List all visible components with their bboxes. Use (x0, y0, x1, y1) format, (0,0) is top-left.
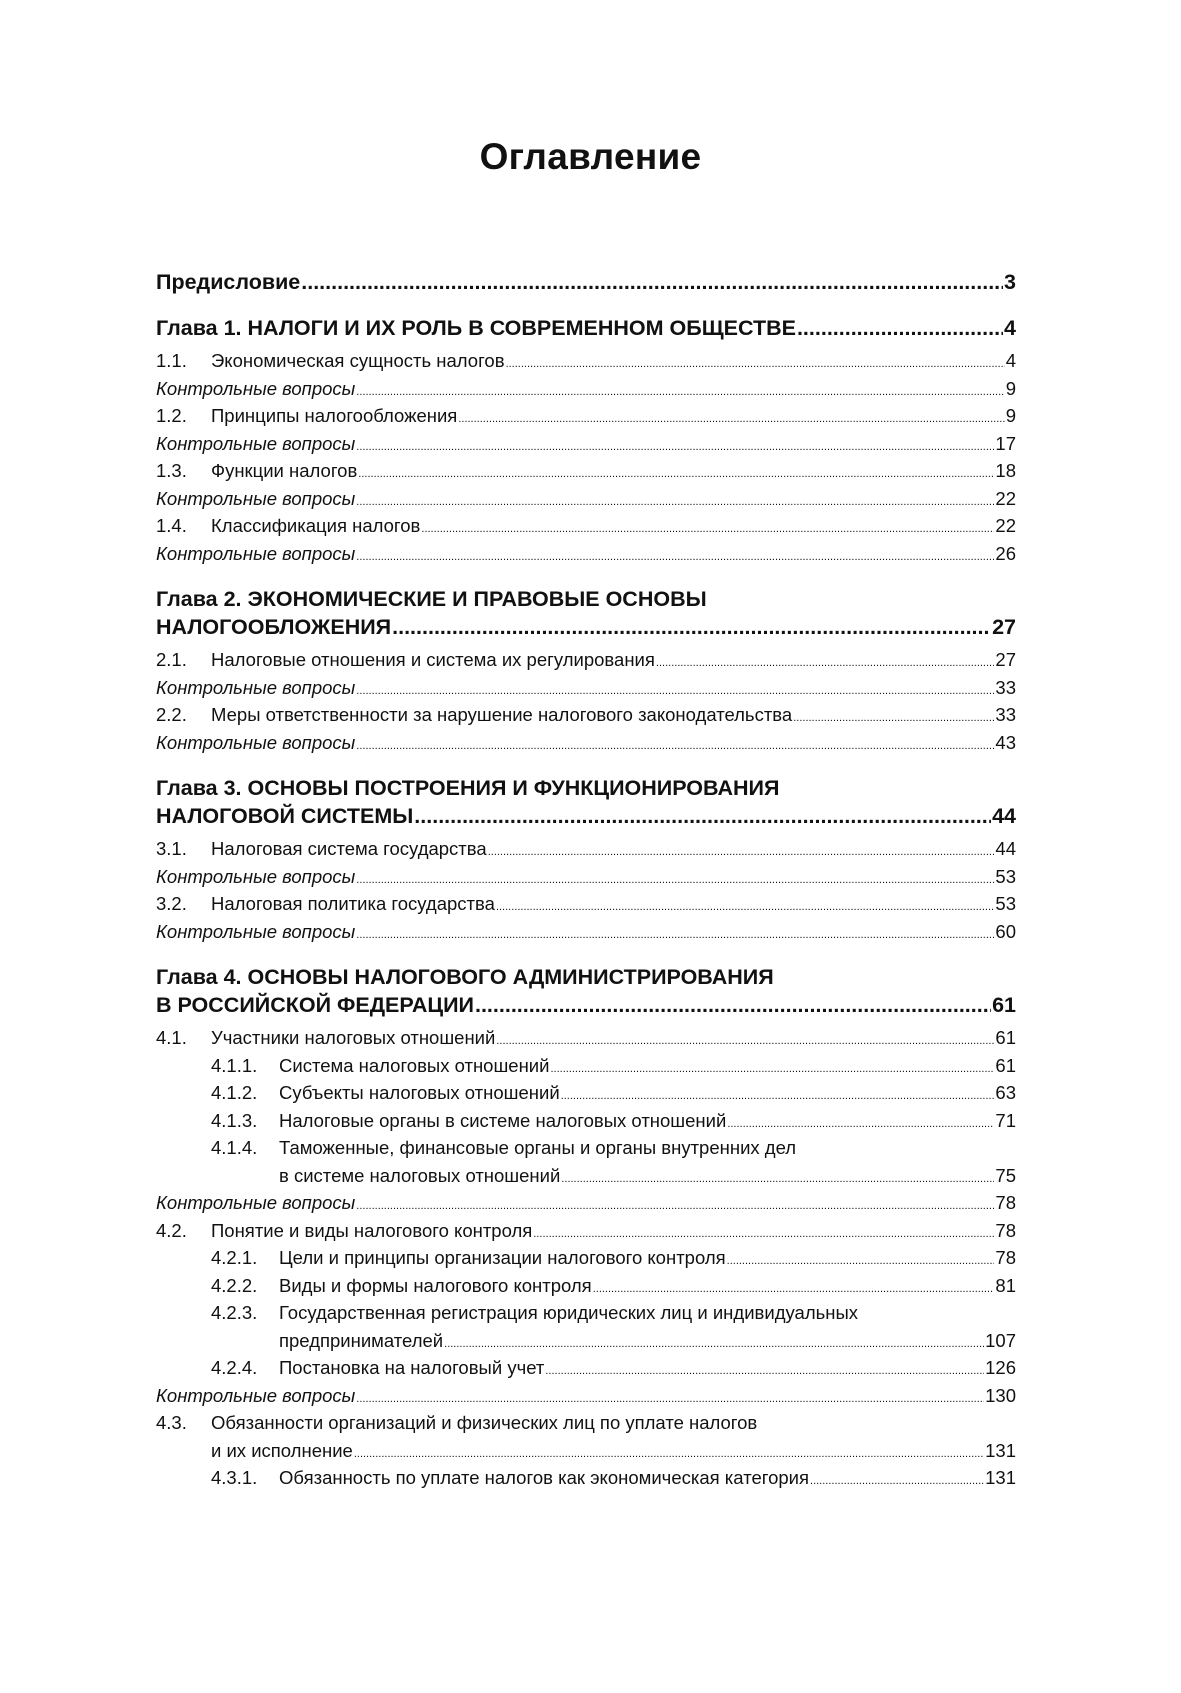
section-number: 1.3. (156, 460, 187, 481)
page-number: 130 (985, 1384, 1016, 1406)
page-number: 78 (995, 1219, 1016, 1241)
section-number: 2.1. (156, 649, 187, 670)
section-number: 2.2. (156, 704, 187, 725)
page-number: 4 (1004, 316, 1016, 340)
section-number: 4.2.1. (211, 1247, 258, 1268)
subsection-entry[interactable] (156, 1299, 1016, 1327)
entry-label (156, 540, 355, 568)
entry-text: Контрольные вопросы (156, 731, 356, 753)
entry-label (211, 1354, 544, 1382)
page-number: 78 (995, 1247, 1016, 1268)
section-entry[interactable] (156, 646, 1016, 674)
page-number: 107 (985, 1329, 1016, 1351)
entry-label (156, 1024, 495, 1052)
entry-label (156, 512, 420, 540)
entry-label (211, 1107, 726, 1135)
section-title: Налоговая политика государства (211, 893, 495, 914)
subsection-entry[interactable] (156, 1134, 1016, 1162)
dot-leader (356, 733, 994, 761)
page-number: 22 (995, 487, 1016, 509)
page-number: 60 (995, 920, 1016, 942)
section-number: 1.2. (156, 405, 187, 426)
section-title: Классификация налогов (211, 515, 421, 536)
review-questions-entry[interactable] (156, 540, 1016, 568)
spacer (156, 296, 1016, 314)
subsection-entry[interactable] (156, 1079, 1016, 1107)
entry-label (156, 890, 495, 918)
section-title-continued: в системе налоговых отношений (279, 1164, 561, 1186)
review-questions-entry[interactable] (156, 729, 1016, 757)
entry-label: Глава 1. НАЛОГИ И ИХ РОЛЬ В СОВРЕМЕННОМ ОБЩЕСТВЕ (156, 316, 796, 340)
page-number: 9 (1005, 377, 1016, 399)
section-title: Обязанность по уплате налогов как экономическая категория (279, 1467, 810, 1488)
section-entry[interactable] (156, 890, 1016, 918)
entry-label (156, 701, 792, 729)
page-number: 26 (995, 542, 1016, 564)
entry-label (156, 835, 487, 863)
page-number: 131 (985, 1439, 1016, 1461)
section-number: 4.1. (156, 1027, 187, 1048)
page-number: 61 (995, 1027, 1016, 1048)
section-title: Налоговая система государства (211, 838, 487, 859)
entry-label (211, 1299, 858, 1327)
page-number: 81 (995, 1274, 1016, 1296)
dot-leader (392, 613, 991, 641)
entry-label (211, 1272, 592, 1300)
entry-text: Контрольные вопросы (156, 542, 356, 564)
dot-leader (797, 314, 1003, 342)
entry-label (211, 1079, 560, 1107)
section-title: Субъекты налоговых отношений (279, 1082, 560, 1103)
entry-label (211, 1134, 796, 1162)
section-title: Обязанности организаций и физических лиц по уплате налогов (211, 1412, 758, 1433)
section-title: Понятие и виды налогового контроля (211, 1219, 533, 1241)
entry-text: Контрольные вопросы (156, 865, 356, 887)
chapter-heading[interactable]: Глава 3. ОСНОВЫ ПОСТРОЕНИЯ И ФУНКЦИОНИРОВАНИЯ (156, 776, 780, 800)
entry-label (156, 1409, 757, 1437)
page-number: 44 (995, 838, 1016, 859)
entry-text: Контрольные вопросы (156, 676, 356, 698)
section-title: Система налоговых отношений (279, 1054, 550, 1076)
page-number: 43 (995, 731, 1016, 753)
entry-text: Контрольные вопросы (156, 920, 356, 942)
section-entry[interactable] (156, 1409, 1016, 1437)
subsection-entry[interactable] (156, 1244, 1016, 1272)
page-number: 78 (995, 1192, 1016, 1213)
chapter-heading[interactable] (156, 314, 1016, 342)
dot-leader (810, 1468, 984, 1496)
page-number: 9 (1005, 405, 1016, 426)
page-number: 53 (995, 893, 1016, 914)
entry-label (156, 1189, 355, 1217)
section-title: Налоговые отношения и система их регулирования (211, 649, 655, 670)
entry-continuation[interactable] (156, 1437, 1016, 1465)
toc-preface[interactable] (156, 268, 1016, 296)
subsection-entry[interactable] (156, 1272, 1016, 1300)
dot-leader (475, 991, 991, 1019)
section-entry[interactable] (156, 1217, 1016, 1245)
entry-label (156, 863, 355, 891)
section-entry[interactable] (156, 457, 1016, 485)
entry-label (156, 918, 355, 946)
page-number: 22 (995, 515, 1016, 536)
entry-label (279, 1327, 443, 1355)
page-number: 18 (995, 460, 1016, 481)
subsection-entry[interactable] (156, 1354, 1016, 1382)
entry-text: Контрольные вопросы (156, 432, 356, 454)
page-number: 27 (995, 649, 1016, 670)
page-number: 3 (1004, 270, 1016, 294)
page-number: 131 (985, 1467, 1016, 1488)
subsection-entry[interactable] (156, 1464, 1016, 1492)
entry-label (156, 430, 355, 458)
review-questions-entry[interactable] (156, 918, 1016, 946)
entry-label (211, 1052, 549, 1080)
section-number: 4.2.3. (211, 1302, 258, 1323)
entry-label: НАЛОГООБЛОЖЕНИЯ (156, 615, 392, 639)
dot-leader (414, 802, 991, 830)
section-title: Цели и принципы организации налогового контроля (279, 1247, 726, 1268)
section-number: 3.1. (156, 838, 187, 859)
review-questions-entry[interactable] (156, 485, 1016, 513)
entry-label (156, 375, 355, 403)
page-number: 75 (995, 1164, 1016, 1186)
entry-continuation[interactable] (156, 1327, 1016, 1355)
entry-label (156, 729, 355, 757)
chapter-heading-end[interactable] (156, 802, 1016, 830)
entry-label (156, 1217, 532, 1245)
section-title: Участники налоговых отношений (211, 1027, 496, 1048)
review-questions-entry[interactable] (156, 1382, 1016, 1410)
section-title-continued: предпринимателей (279, 1329, 444, 1351)
entry-text: Контрольные вопросы (156, 487, 356, 509)
section-entry[interactable] (156, 347, 1016, 375)
page-number: 17 (995, 432, 1016, 454)
chapter-heading[interactable]: Глава 2. ЭКОНОМИЧЕСКИЕ И ПРАВОВЫЕ ОСНОВЫ (156, 587, 707, 611)
section-number: 4.1.1. (211, 1054, 258, 1076)
section-title: Функции налогов (211, 460, 358, 481)
dot-leader (301, 268, 1003, 296)
entry-label (211, 1437, 353, 1465)
section-entry[interactable] (156, 402, 1016, 430)
entry-text: Контрольные вопросы (156, 1384, 356, 1406)
page-number: 71 (995, 1109, 1016, 1131)
section-number: 4.2.2. (211, 1274, 258, 1296)
page-number: 126 (985, 1357, 1016, 1378)
dot-leader (356, 544, 994, 572)
section-title: Виды и формы налогового контроля (279, 1274, 592, 1296)
entry-label (156, 674, 355, 702)
review-questions-entry[interactable] (156, 863, 1016, 891)
entry-label: В РОССИЙСКОЙ ФЕДЕРАЦИИ (156, 993, 474, 1017)
section-title: Экономическая сущность налогов (211, 350, 505, 371)
table-of-contents (156, 268, 1016, 1492)
section-number: 4.2.4. (211, 1357, 258, 1378)
section-number: 1.4. (156, 515, 187, 536)
page-number: 61 (995, 1054, 1016, 1076)
section-title: Принципы налогообложения (211, 405, 458, 426)
entry-label (156, 485, 355, 513)
page-number: 33 (995, 704, 1016, 725)
chapter-heading-end[interactable] (156, 991, 1016, 1019)
entry-label (156, 457, 357, 485)
section-number: 1.1. (156, 350, 187, 371)
page-number: 4 (1005, 350, 1016, 371)
entry-text: Контрольные вопросы (156, 1192, 356, 1213)
review-questions-entry[interactable] (156, 1189, 1016, 1217)
subsection-entry[interactable] (156, 1052, 1016, 1080)
page-number: 53 (995, 865, 1016, 887)
section-number: 4.1.3. (211, 1109, 258, 1131)
section-entry[interactable] (156, 512, 1016, 540)
entry-label: НАЛОГОВОЙ СИСТЕМЫ (156, 804, 414, 828)
dot-leader (356, 922, 994, 950)
entry-label (211, 1464, 809, 1492)
chapter-heading-end[interactable] (156, 613, 1016, 641)
section-title-continued: и их исполнение (211, 1439, 353, 1461)
page-number: 27 (992, 615, 1016, 639)
section-number: 4.1.4. (211, 1137, 258, 1158)
subsection-entry[interactable] (156, 1107, 1016, 1135)
page-number: 33 (995, 676, 1016, 698)
section-title: Меры ответственности за нарушение налогового законодательства (211, 704, 793, 725)
page-number: 44 (992, 804, 1016, 828)
review-questions-entry[interactable] (156, 375, 1016, 403)
page-number: 63 (995, 1082, 1016, 1103)
section-entry[interactable] (156, 835, 1016, 863)
entry-label (156, 347, 505, 375)
entry-label (156, 402, 457, 430)
section-number: 4.3.1. (211, 1467, 258, 1488)
entry-label: Предисловие (156, 270, 301, 294)
page-title: Оглавление (479, 136, 702, 177)
section-number: 4.3. (156, 1412, 187, 1433)
section-title: Налоговые органы в системе налоговых отношений (279, 1109, 727, 1131)
section-title: Таможенные, финансовые органы и органы внутренних дел (279, 1137, 797, 1158)
entry-label (156, 646, 655, 674)
section-number: 4.1.2. (211, 1082, 258, 1103)
entry-label (156, 1382, 355, 1410)
section-number: 3.2. (156, 893, 187, 914)
section-title: Постановка на налоговый учет (279, 1357, 545, 1378)
entry-text: Контрольные вопросы (156, 377, 356, 399)
page-number: 61 (992, 993, 1016, 1017)
chapter-heading[interactable]: Глава 4. ОСНОВЫ НАЛОГОВОГО АДМИНИСТРИРОВАНИЯ (156, 965, 774, 989)
entry-continuation[interactable] (156, 1162, 1016, 1190)
section-entry[interactable] (156, 1024, 1016, 1052)
section-title: Государственная регистрация юридических лиц и индивидуальных (279, 1302, 859, 1323)
section-entry[interactable] (156, 701, 1016, 729)
section-number: 4.2. (156, 1219, 187, 1241)
review-questions-entry[interactable] (156, 674, 1016, 702)
entry-label (279, 1162, 560, 1190)
review-questions-entry[interactable] (156, 430, 1016, 458)
entry-label (211, 1244, 726, 1272)
